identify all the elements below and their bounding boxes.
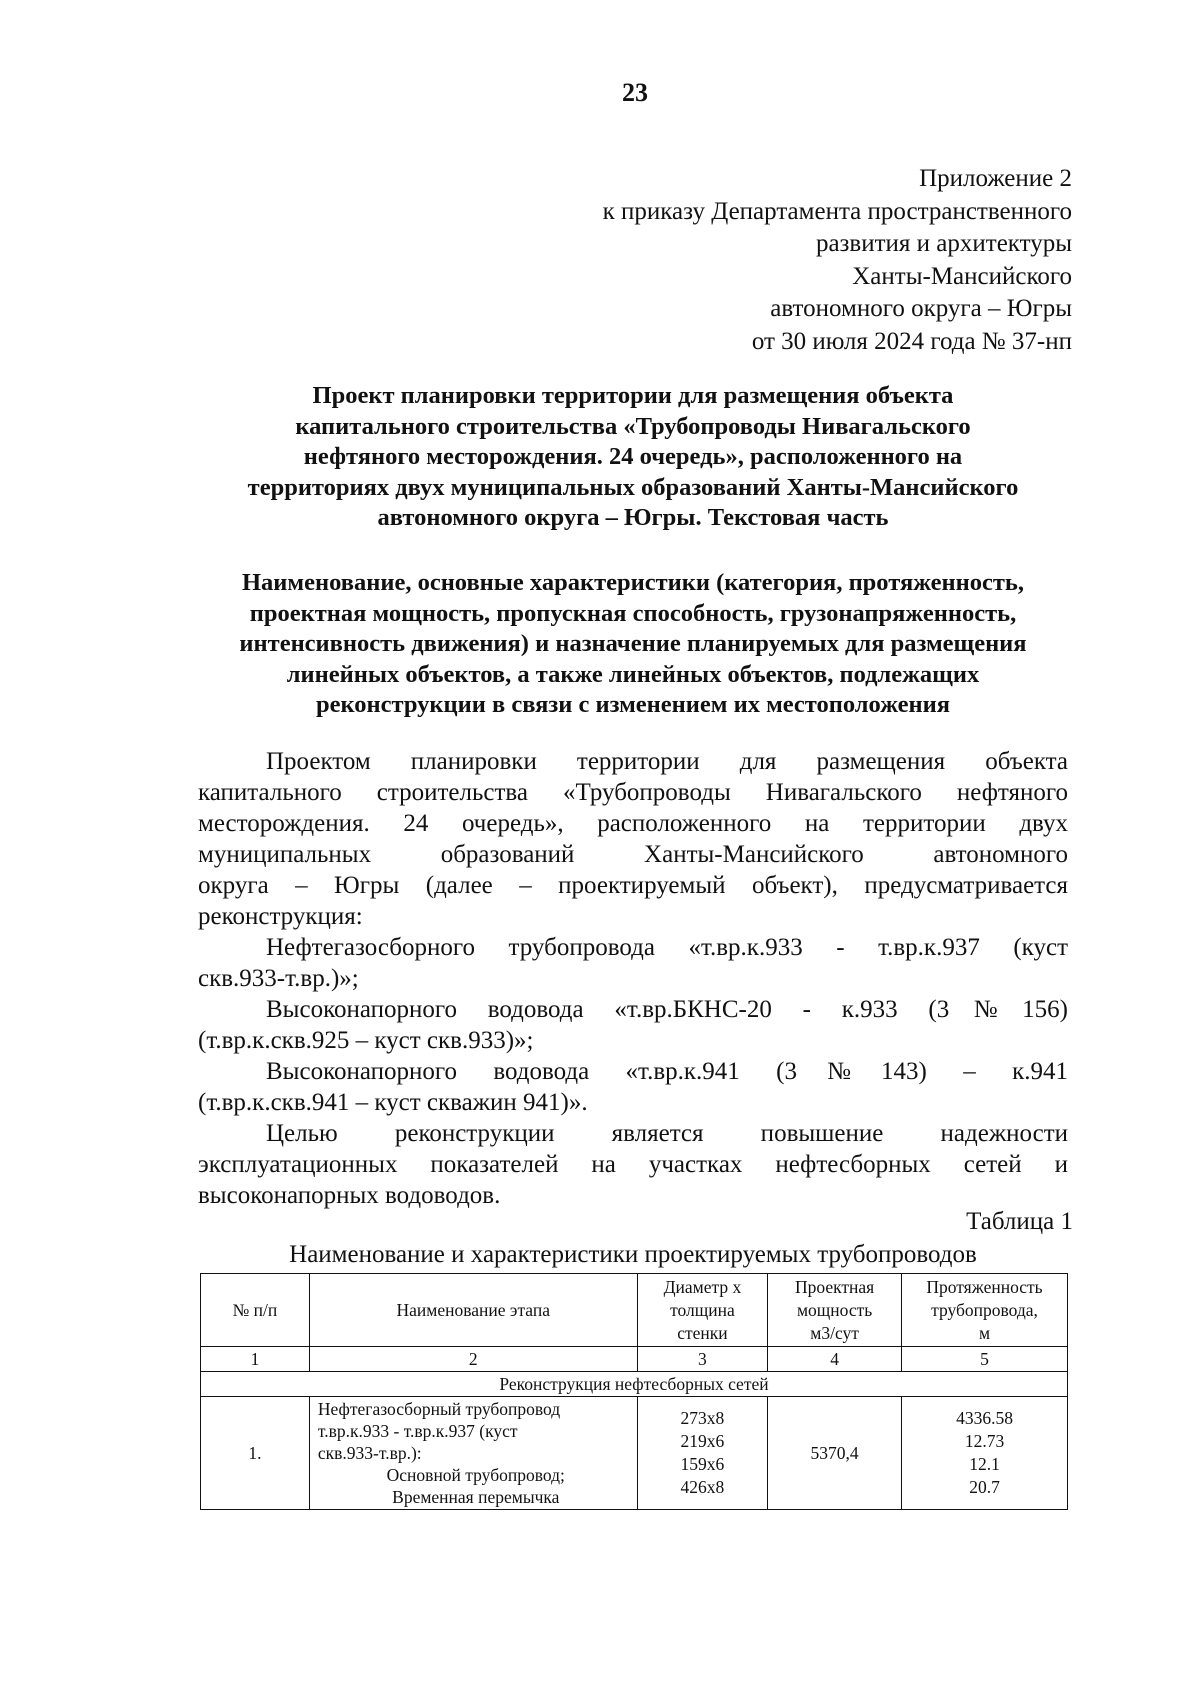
section-line: проектная мощность, пропускная способность, грузонапряженность,	[249, 599, 1017, 627]
appendix-line: Приложение 2	[919, 165, 1072, 192]
header-diameter	[637, 1274, 768, 1347]
text-line: Проектом планировки территории для размещения объекта	[266, 748, 1068, 775]
length-value: 12.1	[969, 1454, 1000, 1474]
column-number: 5	[902, 1347, 1068, 1372]
section-line: Наименование, основные характеристики (категория, протяженность,	[241, 569, 1024, 596]
header-length	[902, 1274, 1068, 1347]
header-line: Диаметр х	[663, 1276, 742, 1297]
page-number: 23	[622, 78, 648, 107]
document-title	[180, 381, 1086, 534]
header-line: трубопровода,	[931, 1299, 1038, 1320]
text-line: реконструкция:	[198, 903, 363, 930]
text-line: месторождения. 24 очередь», расположенного на территории двух	[198, 810, 1068, 837]
name-line: скв.933-т.вр.):	[317, 1443, 422, 1463]
header-power	[768, 1274, 902, 1347]
section-line: линейных объектов, а также линейных объектов, подлежащих	[286, 660, 980, 688]
paragraph-item-1	[198, 932, 1068, 994]
text-line: эксплуатационных показателей на участках нефтесборных сетей и	[198, 1151, 1068, 1178]
section-title: Реконструкция нефтесборных сетей	[201, 1372, 1068, 1397]
table-caption: Наименование и характеристики проектируемых трубопроводов	[289, 1241, 977, 1268]
row-power: 5370,4	[768, 1397, 902, 1510]
title-line: нефтяного месторождения. 24 очередь», расположенного на	[303, 443, 963, 470]
text-line: (т.вр.к.скв.925 – куст скв.933)»;	[198, 1027, 534, 1054]
appendix-line: развития и архитектуры	[815, 230, 1072, 257]
text-line: скв.933-т.вр.)»;	[198, 965, 359, 992]
appendix-line: от 30 июля 2024 года № 37-нп	[751, 327, 1072, 355]
column-number: 2	[309, 1347, 637, 1372]
column-number: 3	[637, 1347, 768, 1372]
text-line: муниципальных образований Ханты-Мансийского автономного	[198, 841, 1068, 868]
text-line: округа – Югры (далее – проектируемый объект), предусматривается	[198, 872, 1068, 899]
header-line: Проектная	[794, 1276, 875, 1297]
pipelines-table	[200, 1273, 1068, 1510]
table-label: Таблица 1	[966, 1208, 1073, 1235]
column-number: 1	[201, 1347, 310, 1372]
header-line: толщина	[670, 1299, 735, 1320]
header-name: Наименование этапа	[309, 1274, 637, 1347]
text-line: Высоконапорного водовода «т.вр.к.941 (3№143) – к.941	[266, 1058, 1068, 1085]
diameter-value: 426x8	[680, 1477, 725, 1497]
name-sub-line: Основной трубопровод;	[386, 1465, 565, 1485]
name-sub-line: Временная перемычка	[392, 1487, 560, 1507]
table-header-row	[201, 1274, 1068, 1347]
header-line: м3/сут	[810, 1322, 859, 1343]
appendix-line: к приказу Департамента пространственного	[602, 197, 1072, 225]
text-line: Высоконапорного водовода «т.вр.БКНС-20 - к.933 (3№156)	[266, 996, 1068, 1023]
row-diameters	[637, 1397, 768, 1510]
section-heading	[180, 568, 1086, 721]
appendix-line: Ханты-Мансийского	[852, 262, 1072, 290]
body-text	[198, 746, 1068, 1211]
title-line: Проект планировки территории для размещения объекта	[312, 382, 954, 409]
length-value: 4336.58	[956, 1408, 1013, 1428]
text-line: Нефтегазосборного трубопровода «т.вр.к.933 - т.вр.к.937 (куст	[266, 934, 1068, 961]
row-num: 1.	[201, 1397, 310, 1510]
length-value: 12.73	[964, 1431, 1005, 1451]
row-name	[309, 1397, 637, 1510]
text-line: Целью реконструкции является повышение надежности	[266, 1120, 1068, 1147]
diameter-value: 219x6	[680, 1431, 725, 1451]
diameter-value: 273x8	[680, 1408, 725, 1428]
appendix-line: автономного округа – Югры	[770, 295, 1072, 322]
title-line: территориях двух муниципальных образований Ханты-Мансийского	[247, 473, 1019, 501]
header-line: мощность	[796, 1299, 873, 1320]
table-row	[201, 1397, 1068, 1510]
name-line: Нефтегазосборный трубопровод	[317, 1399, 561, 1419]
text-line: (т.вр.к.скв.941 – куст скважин 941)».	[198, 1089, 588, 1116]
paragraph-goal	[198, 1118, 1068, 1211]
header-num: № п/п	[201, 1274, 310, 1347]
title-line: капитального строительства «Трубопроводы Нивагальского	[295, 412, 971, 440]
section-line: интенсивность движения) и назначение планируемых для размещения	[239, 630, 1027, 657]
paragraph-item-3	[198, 1056, 1068, 1118]
paragraph-intro	[198, 746, 1068, 932]
name-line: т.вр.к.933 - т.вр.к.937 (куст	[317, 1421, 518, 1441]
table-column-numbers-row	[201, 1347, 1068, 1372]
row-lengths	[902, 1397, 1068, 1510]
section-line: реконструкции в связи с изменением их местоположения	[316, 691, 950, 718]
header-line: стенки	[677, 1322, 728, 1343]
text-line: капитального строительства «Трубопроводы Нивагальского нефтяного	[198, 779, 1068, 806]
header-line: м	[978, 1322, 991, 1343]
diameter-value: 159x6	[680, 1454, 725, 1474]
header-line: Протяженность	[926, 1276, 1043, 1297]
length-value: 20.7	[969, 1477, 1000, 1497]
paragraph-item-2	[198, 994, 1068, 1056]
title-line: автономного округа – Югры. Текстовая часть	[377, 504, 889, 531]
text-line: высоконапорных водоводов.	[198, 1182, 501, 1209]
appendix-block	[512, 163, 1072, 358]
table-section-row	[201, 1372, 1068, 1397]
column-number: 4	[768, 1347, 902, 1372]
